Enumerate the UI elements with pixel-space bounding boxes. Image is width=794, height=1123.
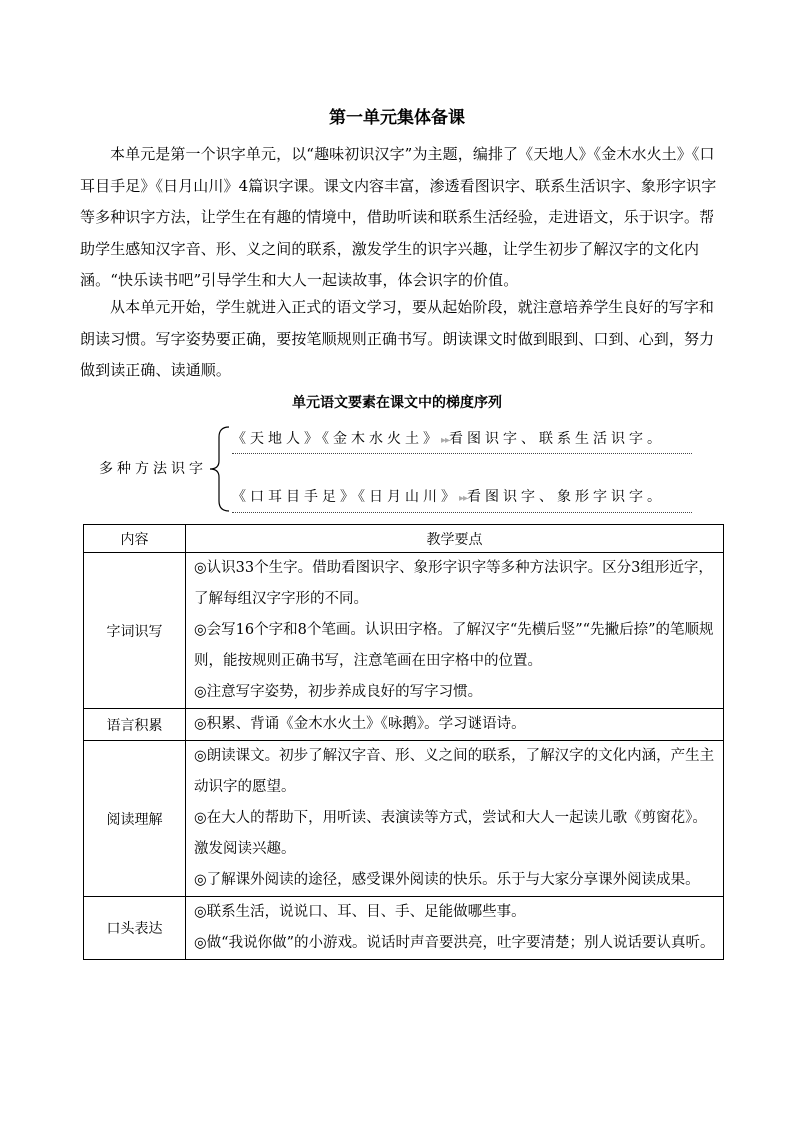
point-item: ◎注意写字姿势，初步养成良好的写字习惯。	[194, 684, 483, 700]
method-line-1	[232, 428, 665, 448]
header-content: 内容	[84, 525, 186, 553]
row-category: 语言积累	[84, 709, 186, 741]
method-text: 看图识字、联系生活识字。	[449, 431, 666, 447]
point-item: ◎在大人的帮助下，用听读、表演读等方式，尝试和大人一起读儿歌《剪窗花》。激发阅读兴趣。	[194, 810, 707, 857]
row-category: 阅读理解	[84, 741, 186, 897]
row-points	[186, 553, 724, 709]
table-row	[84, 553, 724, 709]
point-item: ◎朗读课文。初步了解汉字音、形、义之间的联系，了解汉字的文化内涵，产生主动识字的愿望。	[194, 748, 715, 795]
row-points	[186, 709, 724, 741]
arrow-icon: ▸▸	[441, 435, 450, 446]
brace-icon	[207, 425, 231, 513]
point-item: ◎积累、背诵《金木水火土》《咏鹅》。学习谜语诗。	[194, 716, 526, 732]
section-title: 单元语文要素在课文中的梯度序列	[292, 395, 502, 411]
page-title: 第一单元集体备课	[329, 108, 465, 128]
teaching-points-table	[83, 524, 724, 960]
table-header-row	[84, 525, 724, 553]
method-text: 看图识字、象形字识字。	[467, 489, 666, 505]
point-item: ◎会写16个字和8个笔画。认识田字格。了解汉字“先横后竖”“先撇后捺”的笔顺规则，能按规则正确书写，注意笔画在田字格中的位置。	[194, 622, 714, 669]
header-teaching-points: 教学要点	[186, 525, 724, 553]
intro-paragraph-2: 从本单元开始，学生就进入正式的语文学习，要从起始阶段，就注意培养学生良好的写字和朗读习惯。写字姿势要正确，要按笔顺规则正确书写。朗读课文时做到眼到、口到、心到，努力做到读正确、读通顺。	[80, 298, 715, 379]
table-row	[84, 897, 724, 960]
intro-paragraph-1: 本单元是第一个识字单元，以“趣味初识汉字”为主题，编排了《天地人》《金木水火土》《口耳目手足》《日月山川》4篇识字课。课文内容丰富，渗透看图识字、联系生活识字、象形字识字等多种识字方法，让学生在有趣的情境中，借助听读和联系生活经验，走进语文，乐于识字。帮助学生感知汉字音、形、义之间的联系，激发学生的识字兴趣，让学生初步了解汉字的文化内涵。“快乐读书吧”引导学生和大人一起读故事，体会识字的价值。	[80, 145, 717, 289]
dotted-divider	[232, 512, 692, 513]
row-points	[186, 741, 724, 897]
row-category: 字词识写	[84, 553, 186, 709]
row-points	[186, 897, 724, 960]
method-line-2	[232, 486, 665, 506]
table-row	[84, 741, 724, 897]
point-item: ◎做“我说你做”的小游戏。说话时声音要洪亮，吐字要清楚；别人说话要认真听。	[194, 935, 715, 951]
row-category: 口头表达	[84, 897, 186, 960]
point-item: ◎了解课外阅读的途径，感受课外阅读的快乐。乐于与大家分享课外阅读成果。	[194, 872, 700, 888]
dotted-divider	[232, 453, 692, 454]
method-lessons: 《口耳目手足》《日月山川》	[232, 489, 459, 505]
method-label: 多种方法识字	[99, 461, 207, 477]
point-item: ◎认识33个生字。借助看图识字、象形字识字等多种方法识字。区分3组形近字，了解每组汉字字形的不同。	[194, 560, 713, 607]
method-lessons: 《天地人》《金木水火土》	[232, 431, 441, 447]
arrow-icon: ▸▸	[459, 493, 468, 504]
point-item: ◎联系生活，说说口、耳、目、手、足能做哪些事。	[194, 904, 526, 920]
table-row	[84, 709, 724, 741]
